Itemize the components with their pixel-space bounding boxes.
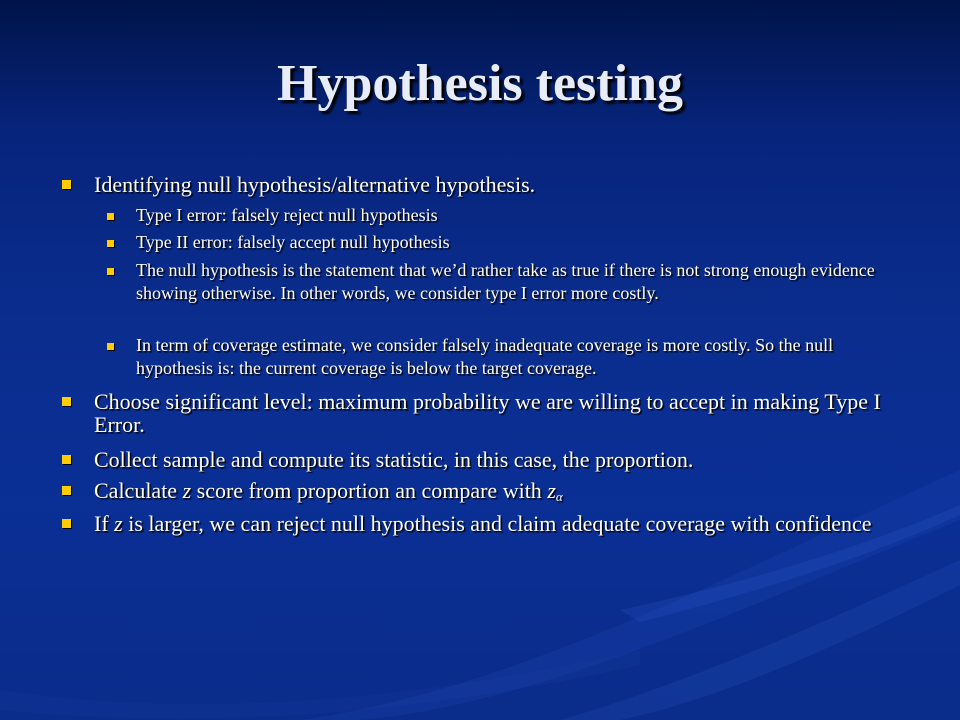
sub-bullet-type1-error: Type I error: falsely reject null hypothesis <box>136 205 438 225</box>
text-segment: Calculate <box>94 478 183 503</box>
sub-bullet-square <box>107 240 114 247</box>
bullet-square <box>62 486 71 495</box>
math-z: z <box>114 511 123 536</box>
bullet-square <box>62 455 71 464</box>
bullet-reject-null <box>94 512 914 535</box>
bullet-significance-level: Choose significant level: maximum probability we are willing to accept in making Type I Error. <box>94 389 881 437</box>
math-z: z <box>182 478 192 503</box>
bullet-square <box>62 397 71 406</box>
slide-title: Hypothesis testing <box>277 55 683 112</box>
text-segment: is larger, we can reject null hypothesis and claim adequate coverage with confidence <box>122 511 872 536</box>
bullet-collect-sample: Collect sample and compute its statistic, in this case, the proportion. <box>94 447 694 472</box>
text-segment: If <box>94 511 115 536</box>
bullet-calculate-z <box>94 479 914 508</box>
bullet-square <box>62 180 71 189</box>
math-alpha-subscript: α <box>555 489 563 504</box>
sub-bullet-type2-error: Type II error: falsely accept null hypothesis <box>136 232 450 252</box>
math-z-alpha <box>547 478 562 503</box>
sub-bullet-square <box>107 343 114 350</box>
sub-bullet-square <box>107 268 114 275</box>
text-segment: score from proportion an compare with <box>191 478 548 503</box>
sub-bullet-coverage-estimate: In term of coverage estimate, we consider falsely inadequate coverage is more costly. So the null hypothesis is: the current coverage is below the target coverage. <box>136 335 834 378</box>
bullet-identify-hypothesis: Identifying null hypothesis/alternative hypothesis. <box>94 172 536 197</box>
sub-bullet-null-hypothesis-definition: The null hypothesis is the statement that we’d rather take as true if there is not strong enough evidence showing otherwise. In other words, we consider type I error more costly. <box>136 260 875 303</box>
bullet-square <box>62 519 71 528</box>
math-z: z <box>547 478 556 503</box>
sub-bullet-square <box>107 213 114 220</box>
